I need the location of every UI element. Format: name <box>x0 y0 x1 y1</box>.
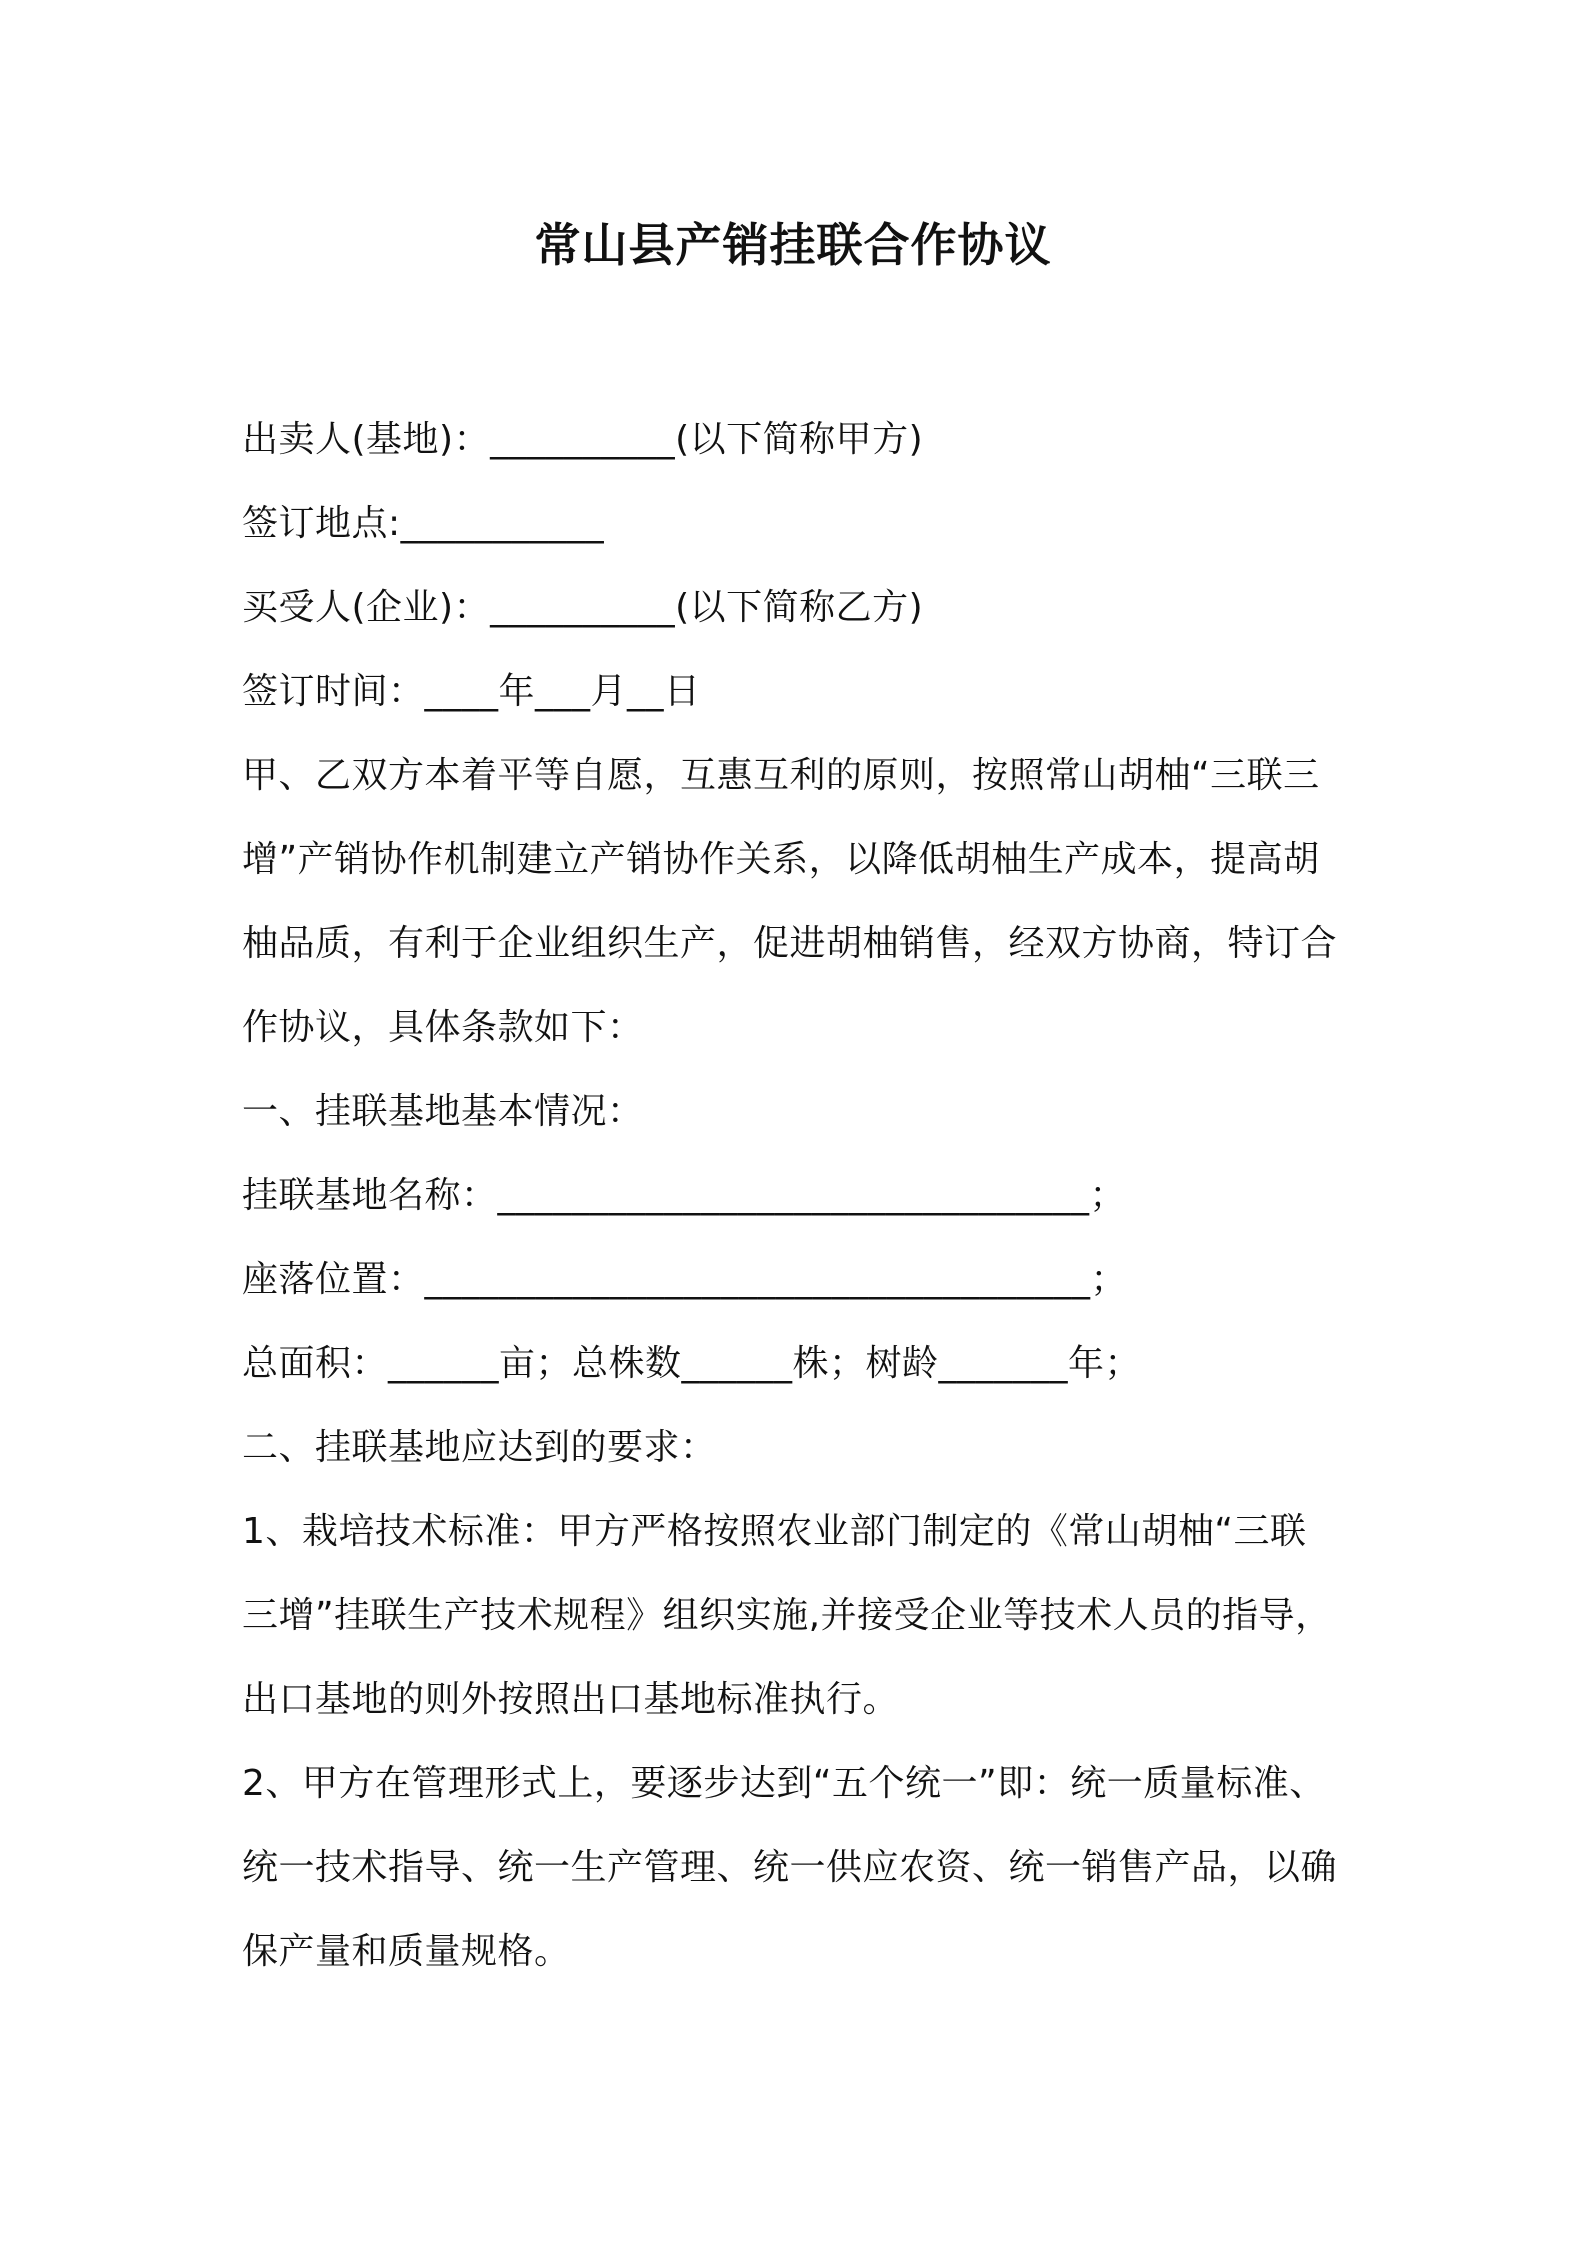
clause-2-line-2: 统一技术指导、统一生产管理、统一供应农资、统一销售产品，以确 <box>242 1847 1338 1888</box>
signing-date-line: 签订时间：____年___月__日 <box>242 671 701 712</box>
preamble-line-3: 柚品质，有利于企业组织生产，促进胡柚销售，经双方协商，特订合 <box>242 923 1338 964</box>
document-body <box>242 398 1392 1994</box>
clause-2-line-3: 保产量和质量规格。 <box>242 1931 571 1972</box>
clause-1-line-1: 1、栽培技术标准：甲方严格按照农业部门制定的《常山胡柚“三联 <box>242 1511 1307 1552</box>
document-title: 常山县产销挂联合作协议 <box>534 218 1052 272</box>
clause-1-line-3: 出口基地的则外按照出口基地标准执行。 <box>242 1679 900 1720</box>
section-2-heading: 二、挂联基地应达到的要求： <box>242 1427 717 1468</box>
clause-2-line-1: 2、甲方在管理形式上，要逐步达到“五个统一”即：统一质量标准、 <box>242 1763 1326 1804</box>
seller-line: 出卖人(基地)：__________(以下简称甲方) <box>242 419 924 460</box>
buyer-line: 买受人(企业)：__________(以下简称乙方) <box>242 587 924 628</box>
location-line: 座落位置：____________________________________； <box>242 1259 1128 1300</box>
preamble-line-4: 作协议，具体条款如下： <box>242 1007 644 1048</box>
section-1-heading: 一、挂联基地基本情况： <box>242 1091 644 1132</box>
preamble-line-1: 甲、乙双方本着平等自愿，互惠互利的原则，按照常山胡柚“三联三 <box>242 755 1320 796</box>
clause-1-line-2: 三增”挂联生产技术规程》组织实施,并接受企业等技术人员的指导， <box>242 1595 1332 1636</box>
area-line: 总面积：______亩；总株数______株；树龄_______年； <box>242 1343 1142 1384</box>
signing-place-line: 签订地点:___________ <box>242 503 605 544</box>
base-name-line: 挂联基地名称：________________________________； <box>242 1175 1127 1216</box>
preamble-line-2: 增”产销协作机制建立产销协作关系，以降低胡柚生产成本，提高胡 <box>242 839 1320 880</box>
